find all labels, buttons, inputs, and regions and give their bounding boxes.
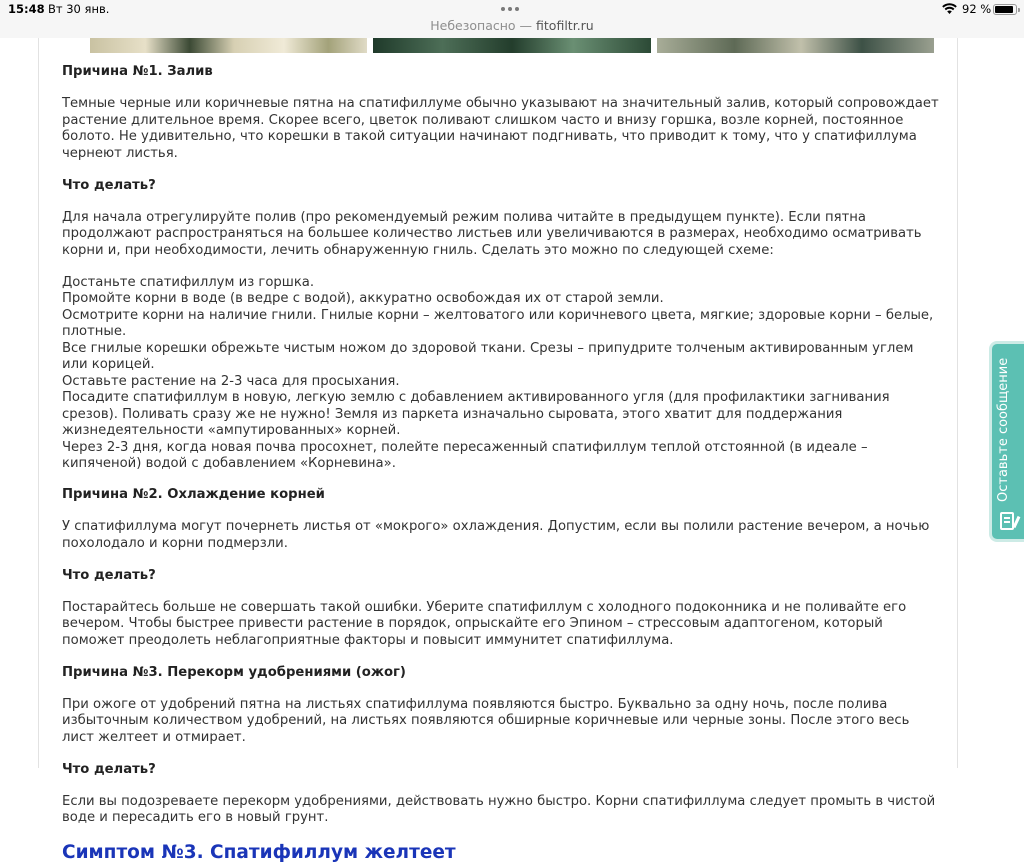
feedback-tab[interactable]: [989, 341, 1024, 542]
step-item: Оставьте растение на 2-3 часа для просыхания.: [62, 373, 400, 389]
what-to-do-heading: Что делать?: [62, 761, 156, 777]
symptom-3-heading: Симптом №3. Спатифиллум желтеет: [62, 842, 456, 863]
treatment-steps: [62, 275, 942, 473]
site-domain[interactable]: fitofiltr.ru: [536, 18, 594, 33]
feedback-form-icon: [1000, 512, 1014, 530]
status-date: Вт 30 янв.: [48, 2, 110, 16]
status-time: 15:48: [8, 2, 45, 16]
address-bar[interactable]: [0, 18, 1024, 38]
more-dots-icon[interactable]: [501, 7, 519, 11]
article-content: [62, 64, 942, 864]
wifi-icon: [942, 3, 957, 15]
cause-1-advice: Для начала отрегулируйте полив (про рекомендуемый режим полива читайте в предыдущем пункте). Если пятна продолжают распространяться на большее количество листьев или увеличиваются в размерах, необходимо осматривать корни и, при необходимости, лечить обнаруженную гниль. Сделать это можно по следующей схеме:: [62, 209, 922, 258]
cause-2-title: Причина №2. Охлаждение корней: [62, 487, 325, 502]
step-item: Достаньте спатифиллум из горшка.: [62, 274, 315, 290]
step-item: Посадите спатифиллум в новую, легкую землю с добавлением активированного угля (для профилактики загнивания срезов). Поливать сразу же не нужно! Земля из паркета изначально сыровата, этого хватит для поддержания жизнедеятельности «ампутированных» корней.: [62, 390, 890, 438]
cause-2-advice: Постарайтесь больше не совершать такой ошибки. Уберите спатифиллум с холодного подоконника и не поливайте его вечером. Чтобы быстрее привести растение в порядок, опрыскайте его Эпином – стрессовым адаптогеном, который поможет преодолеть неблагоприятные факторы и повысит иммунитет спатифиллума.: [62, 599, 907, 648]
gallery-photo[interactable]: [90, 38, 367, 53]
battery-percent: 92 %: [962, 2, 992, 16]
what-to-do-heading: Что делать?: [62, 177, 156, 193]
feedback-tab-label: Оставьте сообщение: [996, 357, 1011, 502]
cause-3-title: Причина №3. Перекорм удобрениями (ожог): [62, 664, 406, 680]
cause-1-text: Темные черные или коричневые пятна на спатифиллуме обычно указывают на значительный залив, который сопровождает растение длительное время. Скорее всего, цветок поливают слишком часто и внизу горшка, возле корней, постоянное болото. Не удивительно, что корешки в такой ситуации начинают подгнивать, что приводит к тому, что у спатифиллума чернеют листья.: [62, 96, 939, 161]
step-item: Через 2-3 дня, когда новая почва просохнет, полейте пересаженный спатифиллум теплой отстоянной (в идеале – кипяченой) водой с добавлением «Корневина».: [62, 439, 868, 471]
gallery-photo[interactable]: [657, 38, 934, 53]
step-item: Осмотрите корни на наличие гнили. Гнилые корни – желтоватого или коричневого цвета, мягкие; здоровые корни – белые, плотные.: [62, 307, 934, 339]
cause-2-text: У спатифиллума могут почернеть листья от «мокрого» охлаждения. Допустим, если вы полили растение вечером, а ночью похолодало и корни подмерзли.: [62, 519, 930, 551]
what-to-do-heading: Что делать?: [62, 567, 156, 583]
status-bar: [0, 0, 1024, 20]
cause-1-title: Причина №1. Залив: [62, 64, 213, 79]
photo-gallery: [90, 38, 934, 53]
cause-3-advice: Если вы подозреваете перекорм удобрениями, действовать нужно быстро. Корни спатифиллума следует промыть в чистой воде и пересадить его в новый грунт.: [62, 793, 936, 825]
cause-3-text: При ожоге от удобрений пятна на листьях спатифиллума появляются быстро. Буквально за одну ночь, после полива избыточным количеством удобрений, на листьях появляются обширные коричневые или черные зоны. После этого весь лист желтеет и отмирает.: [62, 696, 910, 745]
gallery-photo[interactable]: [373, 38, 650, 53]
battery-icon: [993, 4, 1017, 15]
security-label: Небезопасно —: [430, 18, 533, 33]
step-item: Все гнилые корешки обрежьте чистым ножом до здоровой ткани. Срезы – припудрите толченым активированным углем или корицей.: [62, 340, 914, 372]
step-item: Промойте корни в воде (в ведре с водой), аккуратно освобождая их от старой земли.: [62, 291, 664, 306]
